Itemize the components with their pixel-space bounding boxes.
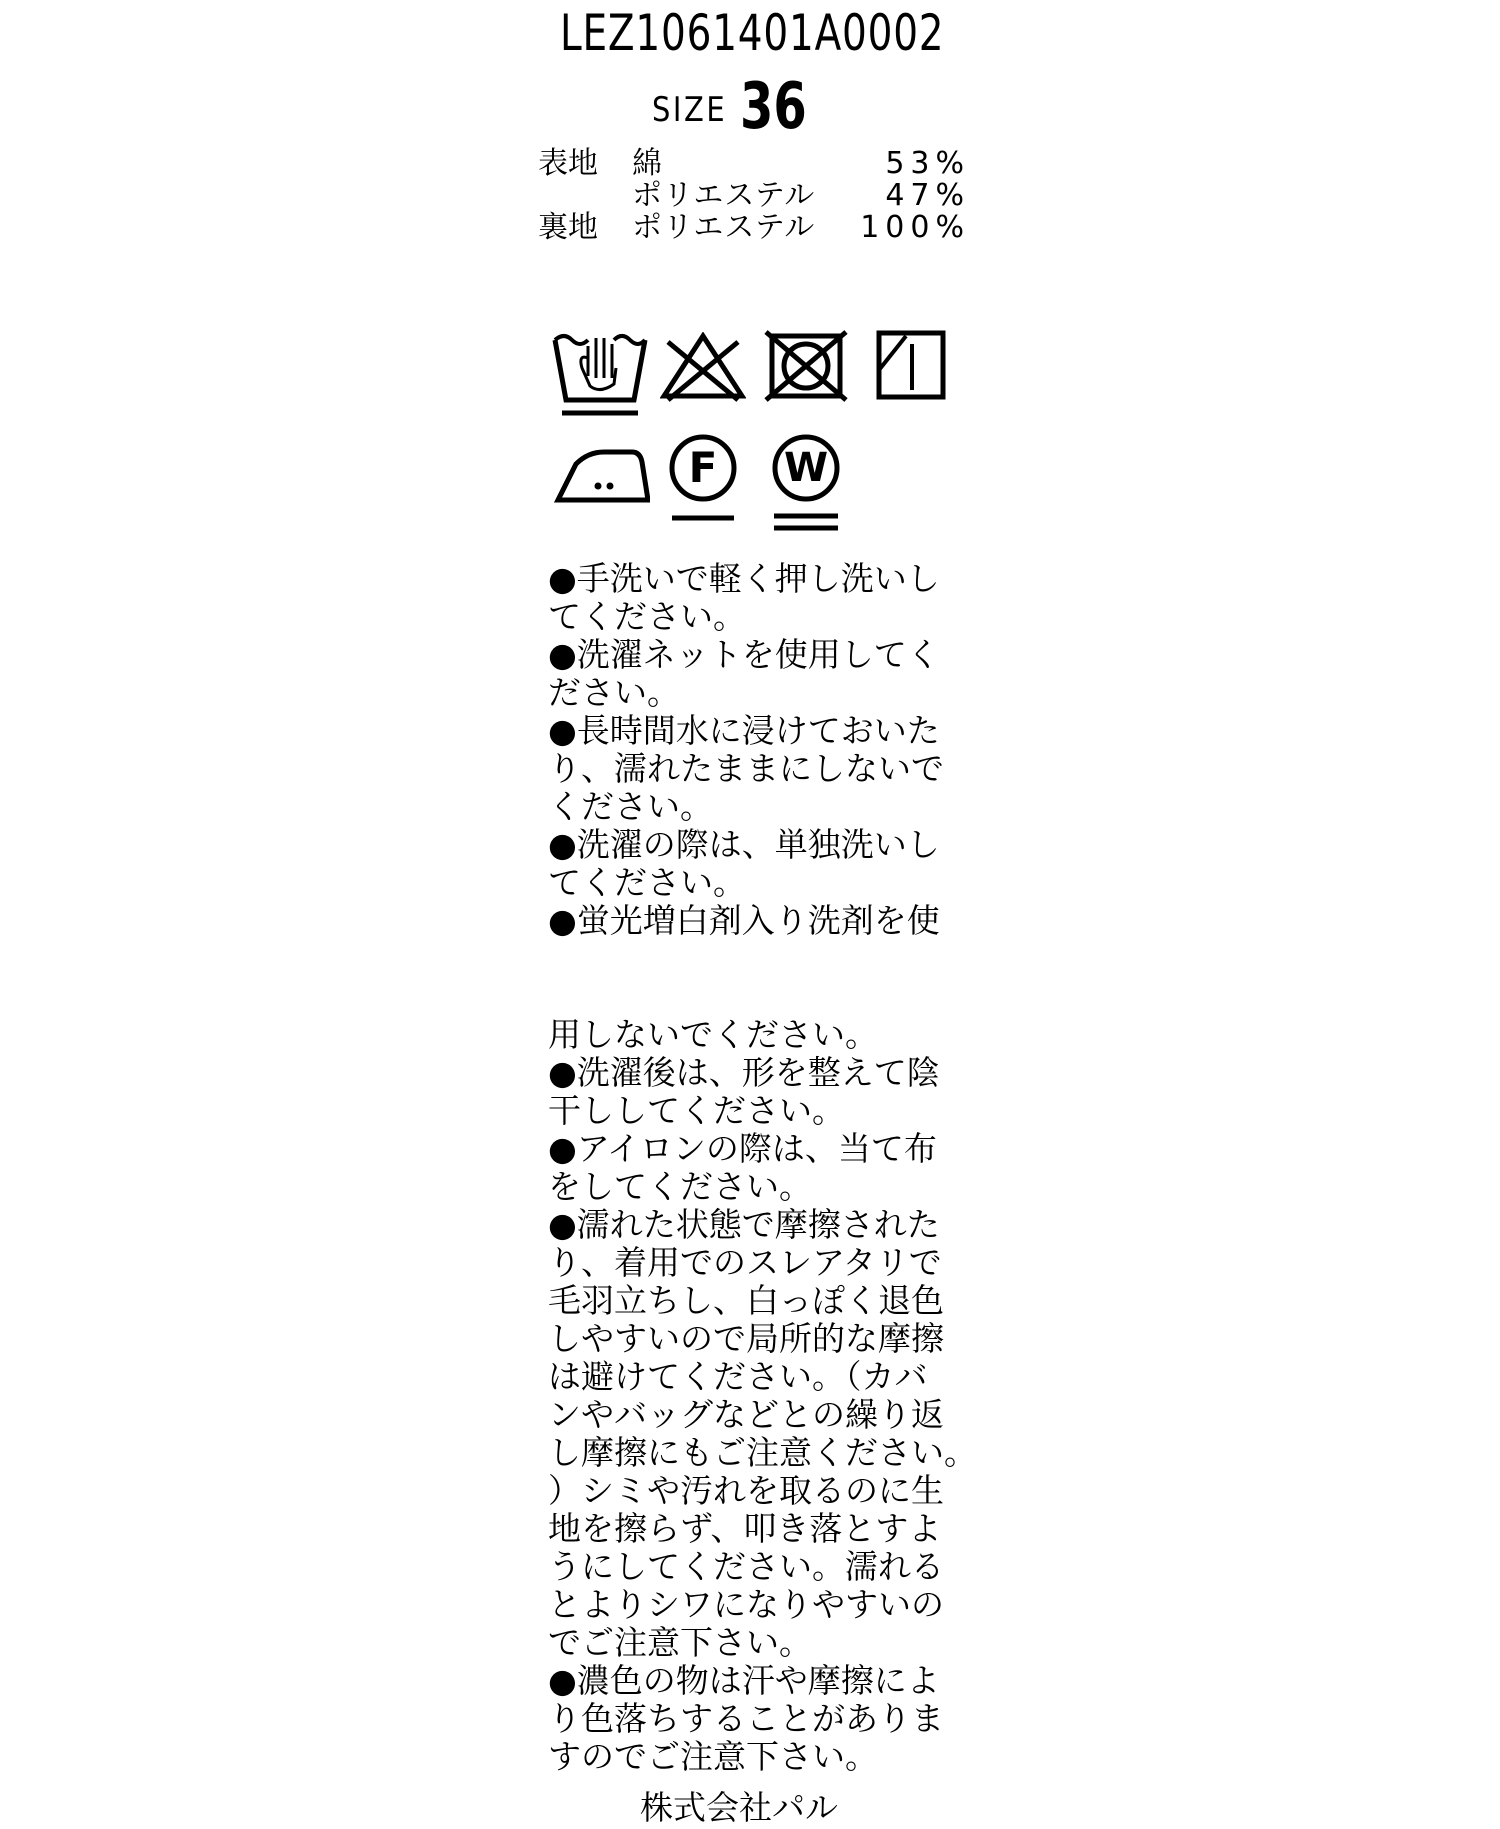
size-label: SIZE [652, 90, 728, 130]
size-value: 36 [740, 70, 807, 144]
care-note-line: し摩擦にもご注意ください。 [548, 1433, 977, 1472]
care-note-line: てください。 [548, 597, 746, 636]
care-note-line: てください。 [548, 863, 746, 902]
care-note-line: ●濡れた状態で摩擦された [548, 1205, 940, 1244]
composition-row [538, 148, 978, 180]
composition-fiber: ポリエステル [632, 178, 816, 213]
care-note-line: ●洗濯ネットを使用してく [548, 635, 940, 674]
care-note-line: とよりシワになりやすいの [548, 1585, 944, 1624]
care-note-line: ）シミや汚れを取るのに生 [548, 1471, 944, 1510]
care-notes-block-2 [548, 1016, 977, 1776]
care-note-line: ンやバッグなどとの繰り返 [548, 1395, 944, 1434]
care-note-line: り、濡れたままにしないで [548, 749, 944, 788]
dry-clean-letter: F [688, 443, 718, 492]
no-bleach-icon [660, 332, 746, 402]
care-notes-block-1 [548, 560, 944, 940]
care-note-line: うにしてください。濡れる [548, 1547, 944, 1586]
wet-clean-w-icon [770, 432, 842, 532]
composition-table [538, 148, 978, 244]
care-note-line: 地を擦らず、叩き落とすよ [548, 1509, 942, 1548]
care-note-line: ●洗濯後は、形を整えて陰 [548, 1053, 940, 1092]
composition-percent: 47% [885, 178, 970, 213]
composition-percent: 100% [860, 210, 970, 245]
composition-part: 表地 [538, 146, 598, 181]
composition-row [538, 180, 978, 212]
care-note-line: 毛羽立ちし、白っぽく退色 [548, 1281, 944, 1320]
care-note-line: ●洗濯の際は、単独洗いし [548, 825, 940, 864]
care-note-line: すのでご注意下さい。 [548, 1737, 878, 1776]
composition-row [538, 212, 978, 244]
care-note-line: ください。 [548, 787, 713, 826]
no-tumble-dry-icon [764, 330, 848, 402]
care-note-line: り色落ちすることがありま [548, 1699, 944, 1738]
composition-percent: 53% [885, 146, 970, 181]
dry-clean-f-icon [668, 432, 738, 524]
care-note-line: しやすいので局所的な摩擦 [548, 1319, 944, 1358]
care-note-line: 干ししてください。 [548, 1091, 845, 1130]
company-name-cut: 株式会社パル [640, 1788, 838, 1827]
care-note-line: ●手洗いで軽く押し洗いし [548, 559, 940, 598]
composition-part: 裏地 [538, 210, 598, 245]
care-note-line: でご注意下さい。 [548, 1623, 812, 1662]
composition-fiber: 綿 [632, 146, 663, 181]
care-note-line: り、着用でのスレアタリで [548, 1243, 942, 1282]
line-dry-shade-icon [876, 330, 946, 400]
care-note-line: ●濃色の物は汗や摩擦によ [548, 1661, 940, 1700]
care-note-line: ださい。 [548, 673, 680, 712]
care-note-line: をしてください。 [548, 1167, 812, 1206]
product-code: LEZ1061401A0002 [559, 4, 945, 62]
iron-low-icon [554, 436, 650, 506]
care-symbols [548, 328, 968, 538]
care-note-line: 用しないでください。 [548, 1015, 878, 1054]
care-note-line: ●長時間水に浸けておいた [548, 711, 940, 750]
care-note-line: ●アイロンの際は、当て布 [548, 1129, 937, 1168]
care-note-line: は避けてください。（カバ [548, 1357, 928, 1396]
wet-clean-letter: W [783, 445, 829, 491]
composition-fiber: ポリエステル [632, 210, 816, 245]
hand-wash-icon [552, 328, 648, 418]
care-note-line: ●蛍光増白剤入り洗剤を使 [548, 901, 940, 940]
